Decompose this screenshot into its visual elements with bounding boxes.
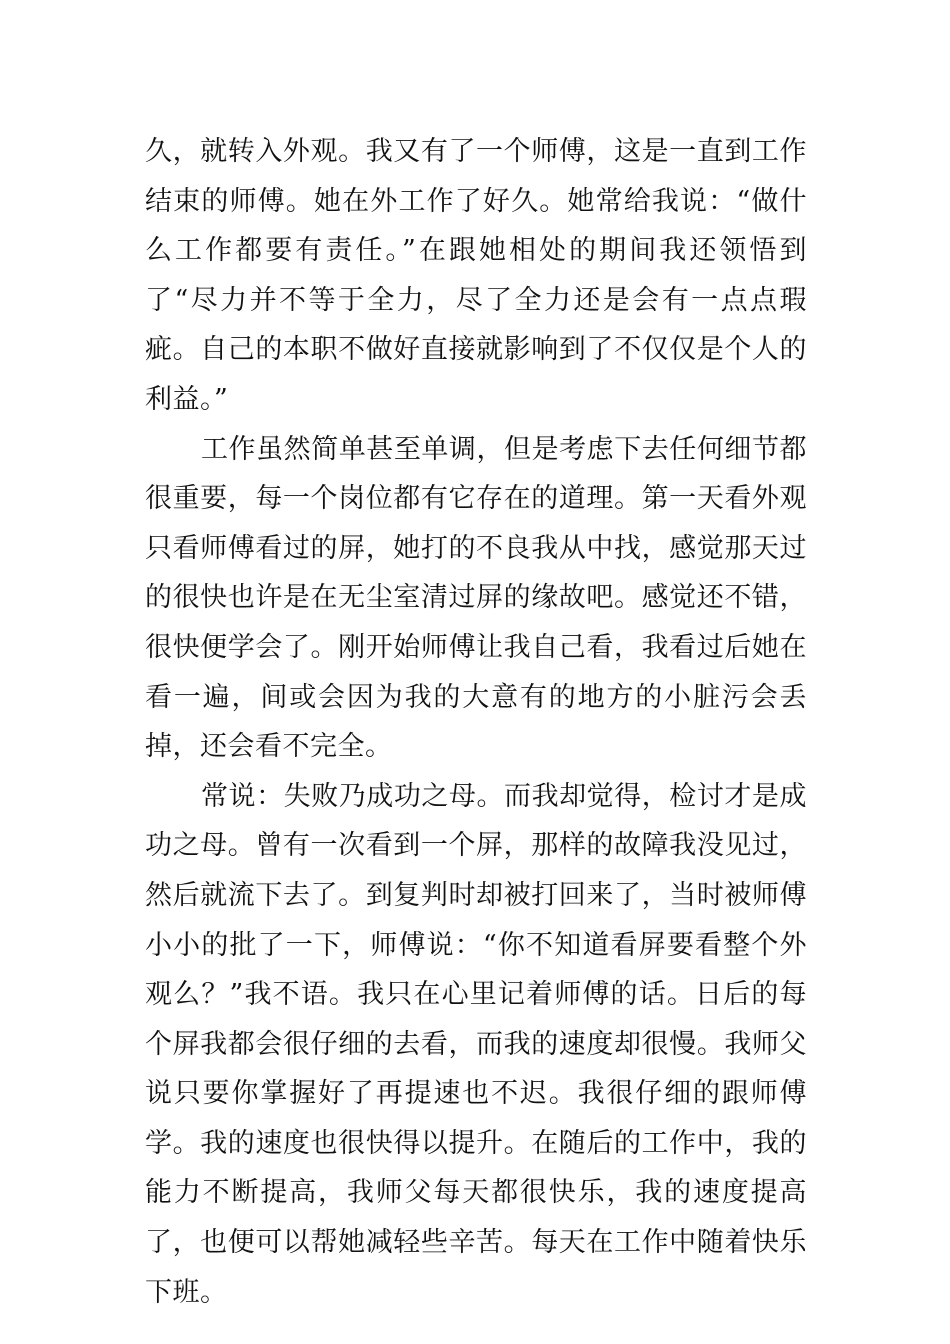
paragraph-3: 常说：失败乃成功之母。而我却觉得，检讨才是成功之母。曾有一次看到一个屏，那样的故障我没见过，然后就流下去了。到复判时却被打回来了，当时被师傅小小的批了一下，师傅说：“你不知道看屏要看整个外观么？”我不语。我只在心里记着师傅的话。日后的每个屏我都会很仔细的去看，而我的速度却很慢。我师父说只要你掌握好了再提速也不迟。我很仔细的跟师傅学。我的速度也很快得以提升。在随后的工作中，我的能力不断提高，我师父每天都很快乐，我的速度提高了，也便可以帮她减轻些辛苦。每天在工作中随着快乐下班。 (145, 780, 807, 1308)
paragraph-2: 工作虽然简单甚至单调，但是考虑下去任何细节都很重要，每一个岗位都有它存在的道理。第一天看外观只看师傅看过的屏，她打的不良我从中找，感觉那天过的很快也许是在无尘室清过屏的缘故吧。感觉还不错，很快便学会了。刚开始师傅让我自己看，我看过后她在看一遍，间或会因为我的大意有的地方的小脏污会丢掉，还会看不完全。 (145, 433, 807, 763)
document-body (145, 127, 807, 1317)
paragraph-1: 久，就转入外观。我又有了一个师傅，这是一直到工作结束的师傅。她在外工作了好久。她常给我说：“做什么工作都要有责任。”在跟她相处的期间我还领悟到了“尽力并不等于全力，尽了全力还是会有一点点瑕疵。自己的本职不做好直接就影响到了不仅仅是个人的利益。” (145, 136, 807, 415)
